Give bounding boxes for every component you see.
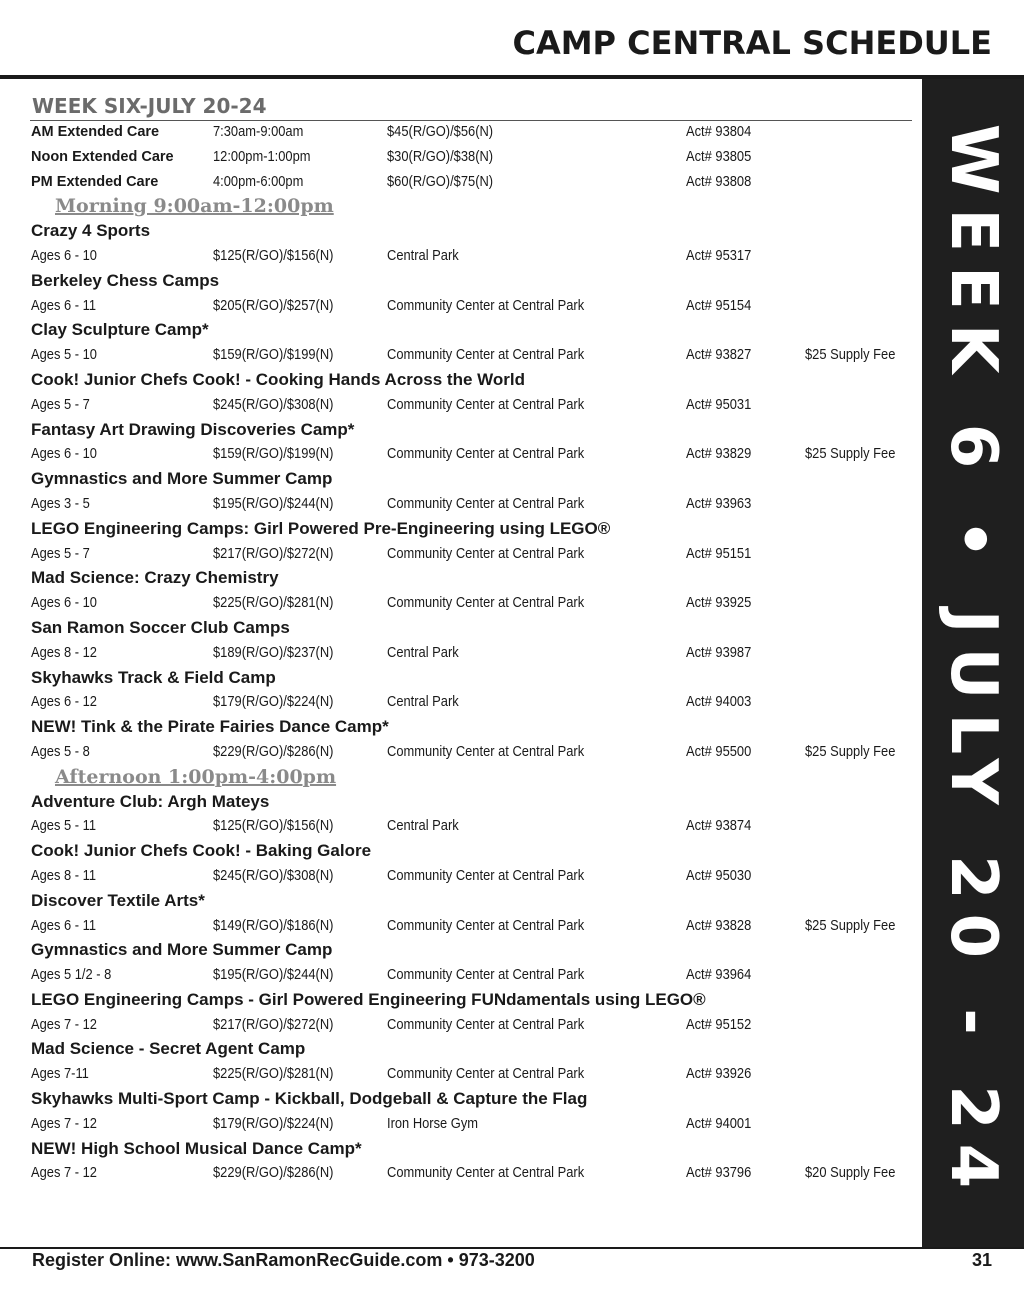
activity-number: Act# 94001 (686, 1114, 752, 1132)
camp-location: Central Park (387, 643, 459, 661)
activity-number: Act# 93874 (686, 817, 752, 835)
extended-care-name: PM Extended Care (31, 173, 159, 190)
camp-price: $245(R/GO)/$308(N) (213, 395, 334, 413)
camp-details-row (31, 864, 911, 889)
extended-care-row (31, 170, 911, 195)
camp-price: $205(R/GO)/$257(N) (213, 296, 334, 314)
camp-location: Central Park (387, 246, 459, 264)
extended-care-time: 7:30am-9:00am (213, 123, 304, 140)
camp-location: Community Center at Central Park (387, 742, 585, 760)
extended-care-price: $30(R/GO)/$38(N) (387, 147, 494, 165)
camp-location: Community Center at Central Park (387, 1015, 585, 1033)
camp-details-row (31, 294, 911, 319)
activity-number: Act# 93964 (686, 966, 752, 984)
activity-number: Act# 93808 (686, 172, 752, 190)
camp-name: LEGO Engineering Camps: Girl Powered Pre-Engineering using LEGO® (31, 518, 611, 538)
camp-ages: Ages 5 - 10 (31, 346, 97, 364)
footer-divider (0, 1247, 1024, 1249)
camp-ages: Ages 3 - 5 (31, 494, 90, 512)
supply-fee: $25 Supply Fee (805, 742, 896, 760)
camp-name: NEW! High School Musical Dance Camp* (31, 1138, 362, 1158)
camp-price: $245(R/GO)/$308(N) (213, 866, 334, 884)
camp-ages: Ages 8 - 12 (31, 643, 97, 661)
camp-details-row (31, 492, 911, 517)
camp-ages: Ages 5 - 8 (31, 742, 90, 760)
camp-details-row (31, 1062, 911, 1087)
activity-number: Act# 95031 (686, 395, 752, 413)
activity-number: Act# 94003 (686, 693, 752, 711)
camp-name: Gymnastics and More Summer Camp (31, 940, 333, 960)
camp-location: Community Center at Central Park (387, 395, 585, 413)
page-number: 31 (971, 1250, 992, 1270)
header-divider (0, 75, 1024, 79)
supply-fee: $25 Supply Fee (805, 916, 896, 934)
camp-price: $195(R/GO)/$244(N) (213, 966, 334, 984)
activity-number: Act# 93925 (686, 594, 752, 612)
week-heading: WEEK SIX-JULY 20-24 (32, 94, 267, 118)
activity-number: Act# 93796 (686, 1164, 752, 1182)
supply-fee: $25 Supply Fee (805, 346, 896, 364)
camp-name: Crazy 4 Sports (31, 221, 151, 241)
camp-name: Discover Textile Arts* (31, 890, 205, 910)
camp-price: $225(R/GO)/$281(N) (213, 594, 334, 612)
camp-ages: Ages 5 - 11 (31, 817, 97, 835)
camp-name: San Ramon Soccer Club Camps (31, 617, 290, 637)
camp-ages: Ages 6 - 11 (31, 916, 97, 934)
camp-details-row (31, 393, 911, 418)
camp-name: Cook! Junior Chefs Cook! - Baking Galore (31, 841, 372, 861)
camp-location: Community Center at Central Park (387, 445, 585, 463)
camp-price: $125(R/GO)/$156(N) (213, 817, 334, 835)
camp-details-row (31, 740, 911, 765)
camp-ages: Ages 7-11 (31, 1065, 89, 1083)
camp-ages: Ages 7 - 12 (31, 1015, 97, 1033)
activity-number: Act# 95030 (686, 866, 752, 884)
camp-price: $179(R/GO)/$224(N) (213, 693, 334, 711)
camp-ages: Ages 8 - 11 (31, 866, 97, 884)
camp-price: $229(R/GO)/$286(N) (213, 742, 334, 760)
activity-number: Act# 95154 (686, 296, 752, 314)
activity-number: Act# 93926 (686, 1065, 752, 1083)
camp-ages: Ages 6 - 10 (31, 445, 97, 463)
extended-care-time: 12:00pm-1:00pm (213, 147, 311, 165)
camp-name: Fantasy Art Drawing Discoveries Camp* (31, 419, 355, 439)
activity-number: Act# 93805 (686, 147, 752, 165)
camp-price: $217(R/GO)/$272(N) (213, 544, 334, 562)
camp-details-row (31, 641, 911, 666)
extended-care-name: Noon Extended Care (31, 148, 174, 165)
camp-price: $229(R/GO)/$286(N) (213, 1164, 334, 1182)
camp-details-row (31, 591, 911, 616)
camp-price: $189(R/GO)/$237(N) (213, 643, 334, 661)
camp-location: Community Center at Central Park (387, 296, 585, 314)
camp-location: Iron Horse Gym (387, 1114, 479, 1132)
activity-number: Act# 93828 (686, 916, 752, 934)
camp-ages: Ages 6 - 10 (31, 246, 97, 264)
camp-location: Central Park (387, 693, 459, 711)
activity-number: Act# 95500 (686, 742, 752, 760)
activity-number: Act# 93829 (686, 445, 752, 463)
extended-care-row (31, 145, 911, 170)
camp-name: Skyhawks Track & Field Camp (31, 667, 276, 687)
camp-price: $159(R/GO)/$199(N) (213, 346, 334, 364)
camp-name: Berkeley Chess Camps (31, 270, 220, 290)
camp-location: Community Center at Central Park (387, 494, 585, 512)
camp-location: Community Center at Central Park (387, 966, 585, 984)
camp-name: Skyhawks Multi-Sport Camp - Kickball, Dodgeball & Capture the Flag (31, 1089, 588, 1109)
camp-name: Mad Science: Crazy Chemistry (31, 568, 279, 588)
camp-price: $179(R/GO)/$224(N) (213, 1114, 334, 1132)
activity-number: Act# 93963 (686, 494, 752, 512)
activity-number: Act# 93804 (686, 123, 752, 140)
camp-name: Gymnastics and More Summer Camp (31, 469, 333, 489)
camp-location: Community Center at Central Park (387, 346, 585, 364)
page-title: CAMP CENTRAL SCHEDULE (512, 24, 992, 62)
camp-name: Mad Science - Secret Agent Camp (31, 1039, 306, 1059)
camp-details-row (31, 814, 911, 839)
camp-details-row (31, 690, 911, 715)
camp-ages: Ages 6 - 10 (31, 594, 97, 612)
camp-name: NEW! Tink & the Pirate Fairies Dance Camp* (31, 717, 389, 737)
side-tab (922, 79, 1024, 1247)
camp-details-row (31, 963, 911, 988)
side-tab-label: WEEK 6 • JULY 20 - 24 (936, 123, 1010, 1203)
camp-ages: Ages 5 - 7 (31, 395, 90, 413)
camp-ages: Ages 7 - 12 (31, 1114, 97, 1132)
session-heading: Morning 9:00am-12:00pm (55, 195, 334, 218)
activity-number: Act# 95317 (686, 246, 752, 264)
camp-price: $195(R/GO)/$244(N) (213, 494, 334, 512)
activity-number: Act# 95151 (686, 544, 752, 562)
camp-price: $225(R/GO)/$281(N) (213, 1065, 334, 1083)
session-heading: Afternoon 1:00pm-4:00pm (55, 765, 337, 788)
camp-location: Community Center at Central Park (387, 866, 585, 884)
camp-location: Community Center at Central Park (387, 594, 585, 612)
extended-care-price: $60(R/GO)/$75(N) (387, 172, 494, 190)
camp-details-row (31, 914, 911, 939)
camp-ages: Ages 6 - 12 (31, 693, 97, 711)
camp-name: LEGO Engineering Camps - Girl Powered Engineering FUNdamentals using LEGO® (31, 989, 706, 1009)
camp-schedule (31, 120, 911, 1186)
camp-name: Adventure Club: Argh Mateys (31, 791, 270, 811)
camp-location: Community Center at Central Park (387, 1164, 585, 1182)
camp-location: Community Center at Central Park (387, 1065, 585, 1083)
extended-care-price: $45(R/GO)/$56(N) (387, 123, 494, 140)
camp-location: Community Center at Central Park (387, 544, 585, 562)
camp-details-row (31, 542, 911, 567)
camp-ages: Ages 5 1/2 - 8 (31, 966, 112, 984)
camp-price: $217(R/GO)/$272(N) (213, 1015, 334, 1033)
extended-care-row (31, 120, 911, 145)
activity-number: Act# 93827 (686, 346, 752, 364)
camp-details-row (31, 442, 911, 467)
camp-details-row (31, 343, 911, 368)
camp-name: Clay Sculpture Camp* (31, 320, 209, 340)
supply-fee: $20 Supply Fee (805, 1164, 896, 1182)
camp-ages: Ages 6 - 11 (31, 296, 97, 314)
footer-register-info: Register Online: www.SanRamonRecGuide.com • 973-3200 (32, 1250, 535, 1270)
camp-location: Central Park (387, 817, 459, 835)
activity-number: Act# 95152 (686, 1015, 752, 1033)
camp-details-row (31, 1112, 911, 1137)
activity-number: Act# 93987 (686, 643, 752, 661)
camp-details-row (31, 1161, 911, 1186)
camp-location: Community Center at Central Park (387, 916, 585, 934)
camp-name: Cook! Junior Chefs Cook! - Cooking Hands Across the World (31, 369, 525, 389)
camp-details-row (31, 1013, 911, 1038)
camp-details-row (31, 244, 911, 269)
extended-care-time: 4:00pm-6:00pm (213, 172, 304, 190)
supply-fee: $25 Supply Fee (805, 445, 896, 463)
camp-price: $159(R/GO)/$199(N) (213, 445, 334, 463)
camp-ages: Ages 5 - 7 (31, 544, 90, 562)
camp-price: $149(R/GO)/$186(N) (213, 916, 334, 934)
extended-care-name: AM Extended Care (31, 124, 160, 140)
camp-ages: Ages 7 - 12 (31, 1164, 97, 1182)
camp-price: $125(R/GO)/$156(N) (213, 246, 334, 264)
